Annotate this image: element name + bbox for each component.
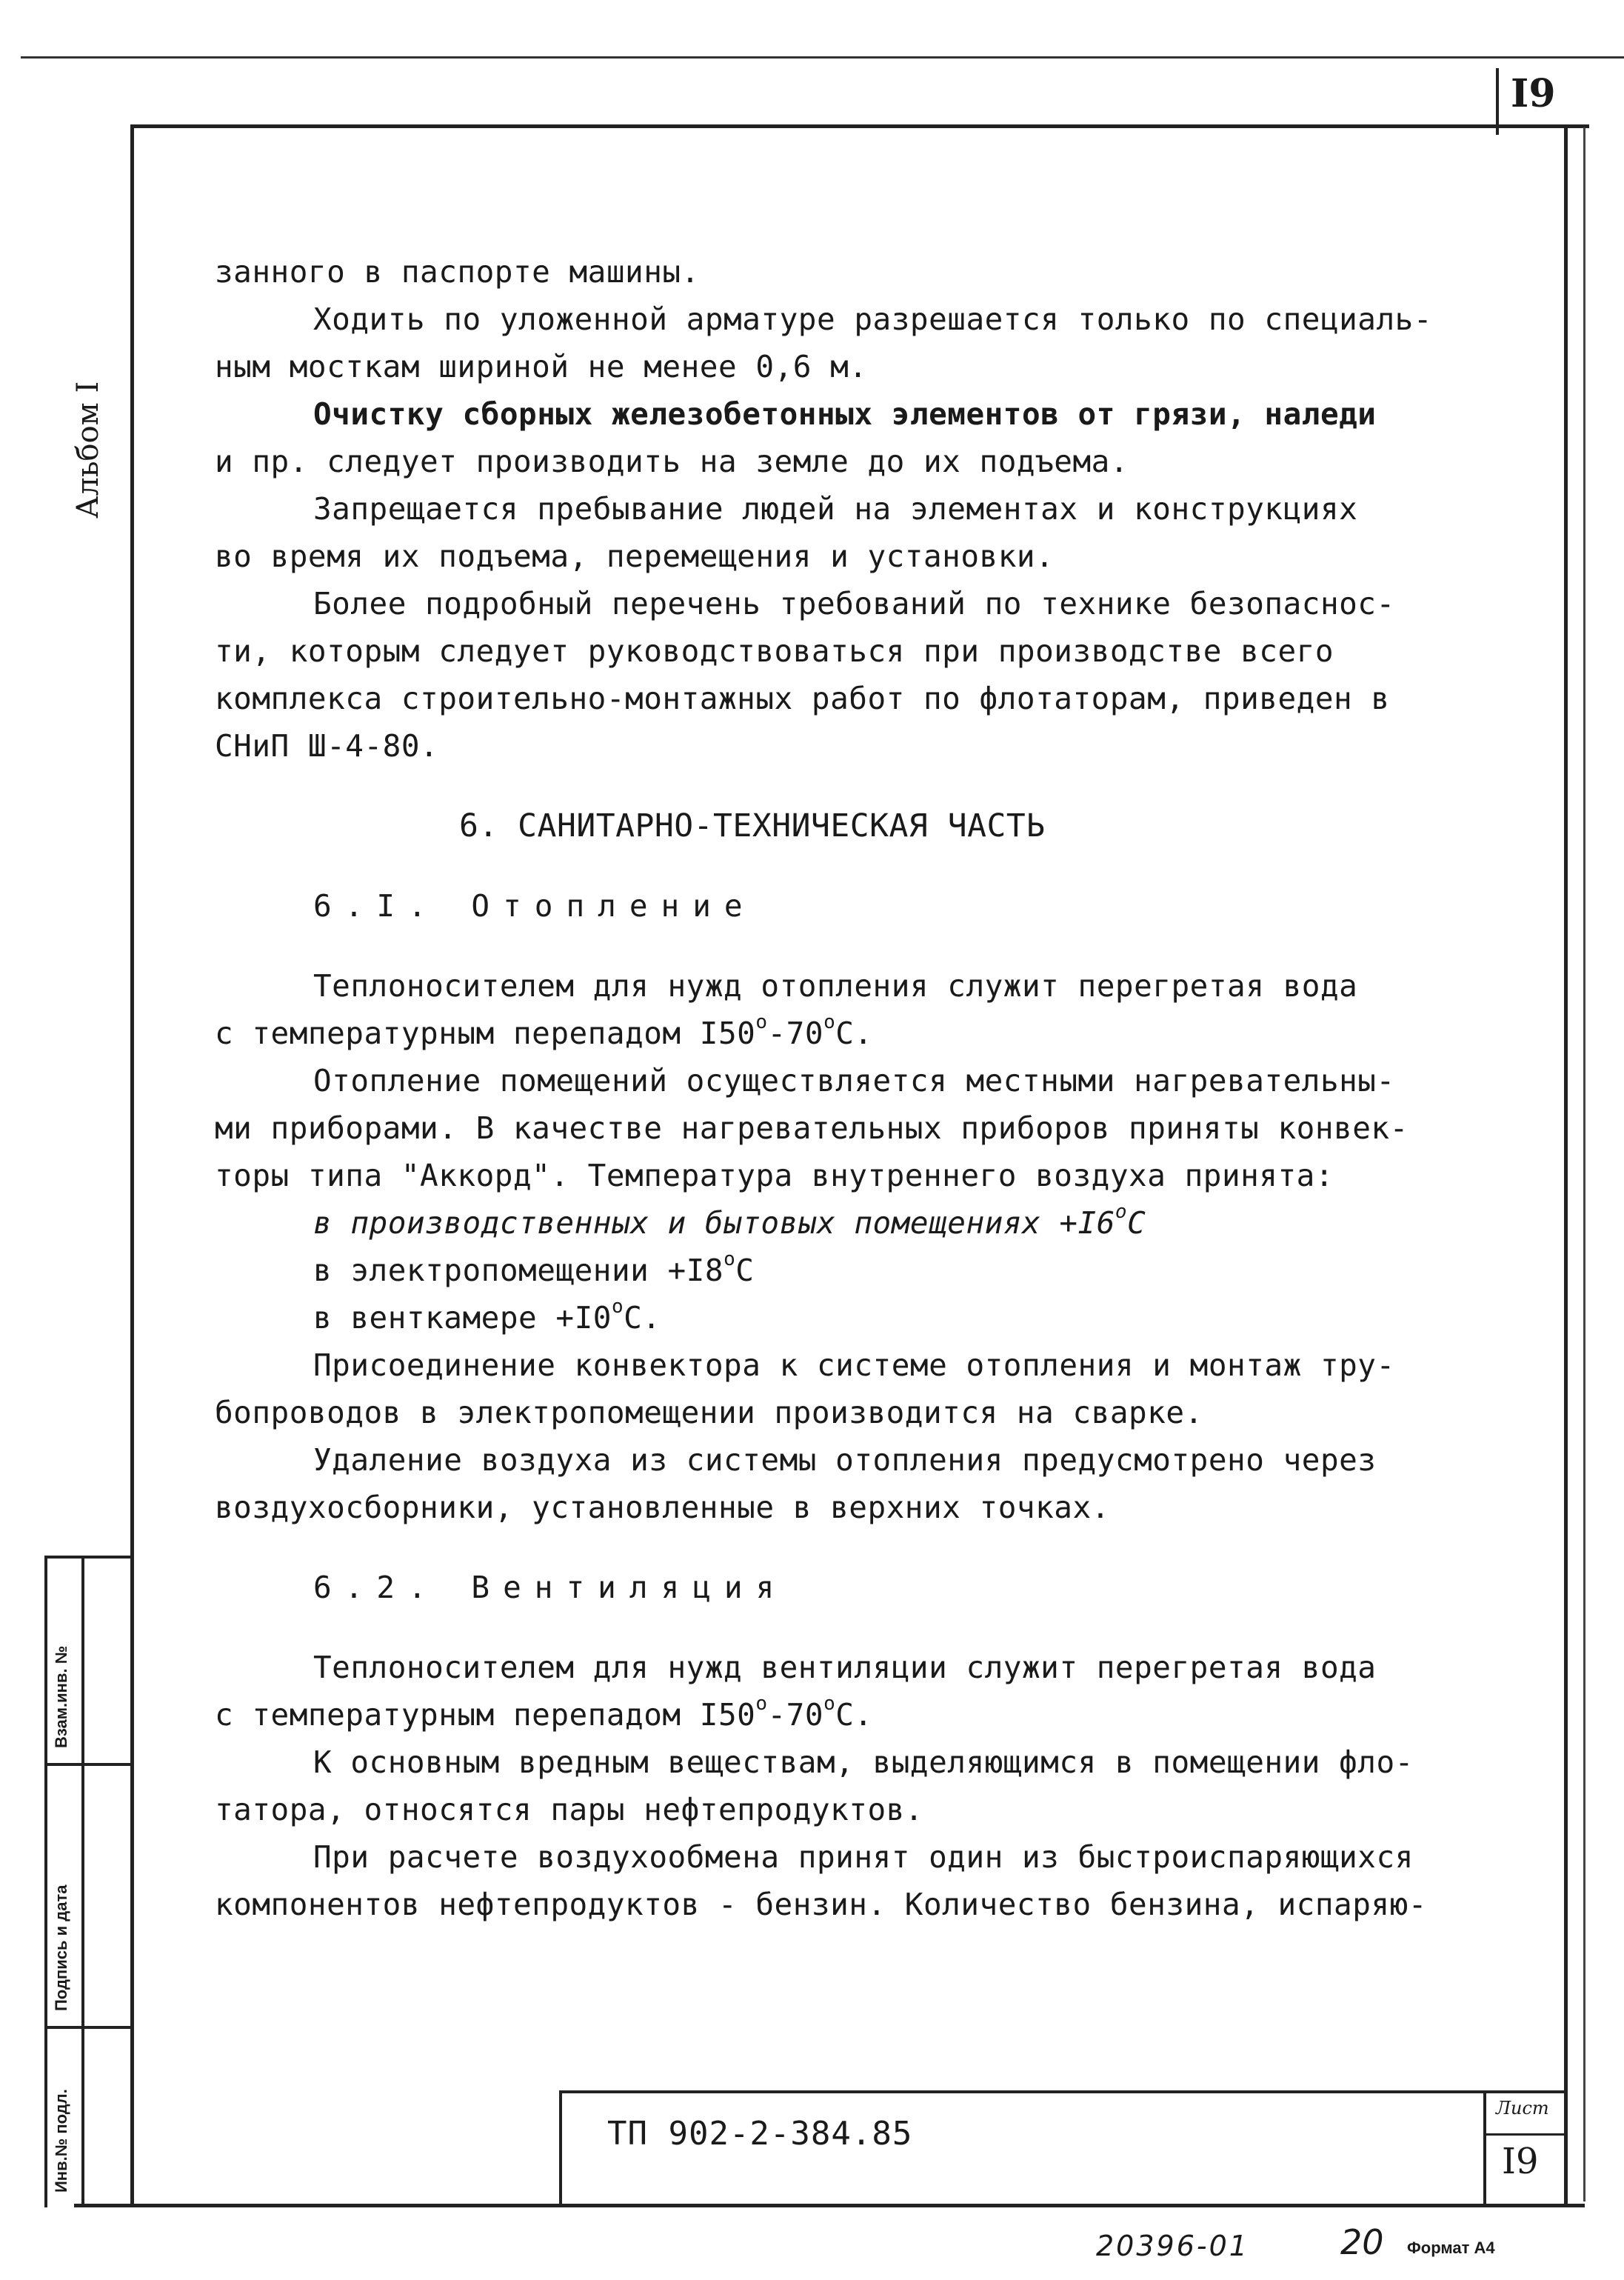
section-title: 6. САНИТАРНО-ТЕХНИЧЕСКАЯ ЧАСТЬ	[459, 807, 1046, 844]
temp-text: с температурным перепадом I50	[215, 1697, 756, 1733]
stamp-rule-2	[44, 2026, 133, 2029]
title-block-left	[559, 2090, 562, 2206]
stamp-divider	[81, 1556, 84, 2207]
text-line: комплекса строительно-монтажных работ по флотаторам, приведен в	[215, 681, 1390, 716]
temp-text: в производственных и бытовых помещениях +I6	[313, 1205, 1115, 1241]
text-line: компонентов нефтепродуктов - бензин. Количество бензина, испаряю-	[215, 1887, 1427, 1922]
text-line: Теплоносителем для нужд отопления служит перегретая вода	[313, 968, 1358, 1004]
top-rule	[21, 56, 1624, 59]
frame-top-border	[130, 124, 1589, 128]
text-line: бопроводов в электропомещении производится на сварке.	[215, 1395, 1203, 1430]
title-block-sheet-divider	[1483, 2133, 1566, 2136]
handwritten-code: 20396-01	[1096, 2230, 1249, 2262]
text-line: Ходить по уложенной арматуре разрешается только по специаль-	[313, 301, 1433, 337]
degree-mark: o	[755, 1693, 768, 1716]
stamp-label-signature-date: Подпись и дата	[52, 1884, 70, 2011]
subsection-title-ventilation: 6.2. Вентиляция	[313, 1570, 788, 1605]
text-line: Присоединение конвектора к системе отопления и монтаж тру-	[313, 1347, 1395, 1383]
text-line: Запрещается пребывание людей на элементах и конструкциях	[313, 491, 1358, 527]
stamp-outer-left	[44, 1556, 47, 2207]
temp-text: C.	[835, 1697, 873, 1733]
text-line	[215, 1691, 1518, 1739]
degree-mark: o	[1115, 1201, 1128, 1224]
text-line: Теплоносителем для нужд вентиляции служит перегретая вода	[313, 1650, 1377, 1685]
temp-text: C	[735, 1253, 755, 1288]
top-page-number: I9	[1511, 71, 1556, 116]
text-line: При расчете воздухообмена принят один из быстроиспаряющихся	[313, 1839, 1414, 1875]
degree-mark: o	[755, 1011, 768, 1034]
temp-text: в венткамере +I0	[313, 1300, 612, 1336]
text-line: Очистку сборных железобетонных элементов от грязи, наледи	[313, 396, 1377, 432]
frame-right-border	[1564, 127, 1568, 2207]
format-label: Формат А4	[1407, 2239, 1495, 2257]
text-line: татора, относятся пары нефтепродуктов.	[215, 1792, 923, 1827]
text-line: занного в паспорте машины.	[215, 254, 700, 290]
text-line: торы типа "Аккорд". Температура внутреннего воздуха принята:	[215, 1158, 1334, 1193]
handwritten-number: 20	[1340, 2222, 1384, 2262]
temp-text: с температурным перепадом I50	[215, 1016, 756, 1051]
text-line: во время их подъема, перемещения и установки.	[215, 539, 1055, 574]
degree-mark: o	[724, 1248, 736, 1271]
text-line: воздухосборники, установленные в верхних точках.	[215, 1490, 1110, 1525]
text-line: и пр. следует производить на земле до их подъема.	[215, 444, 1129, 479]
text-line: ным мосткам шириной не менее 0,6 м.	[215, 349, 868, 384]
title-block-divider	[1483, 2090, 1486, 2206]
text-line: ти, которым следует руководствоваться при производстве всего	[215, 633, 1334, 669]
frame-bottom-border	[74, 2204, 1585, 2207]
temp-text: C.	[624, 1300, 661, 1336]
temp-text: в электропомещении +I8	[313, 1253, 724, 1288]
stamp-rule-1	[44, 1763, 133, 1766]
title-block-top	[559, 2090, 1566, 2093]
degree-mark: o	[611, 1296, 624, 1319]
text-line	[215, 1199, 1518, 1247]
text-line: ми приборами. В качестве нагревательных приборов приняты конвек-	[215, 1110, 1409, 1146]
temp-text: C	[1127, 1205, 1146, 1241]
text-line: Отопление помещений осуществляется местными нагревательны-	[313, 1063, 1395, 1099]
album-label: Альбом I	[71, 381, 105, 519]
stamp-label-replaced-inv: Взам.инв. №	[52, 1645, 70, 1748]
page-body	[215, 248, 1518, 1928]
text-line	[215, 1294, 1518, 1341]
temp-text: C.	[835, 1016, 873, 1051]
text-line: К основным вредным веществам, выделяющимся в помещении фло-	[313, 1744, 1414, 1780]
temp-text: -70	[767, 1016, 824, 1051]
text-line	[215, 1247, 1518, 1294]
frame-left-border	[130, 124, 134, 2206]
degree-mark: o	[823, 1693, 836, 1716]
frame-right-outer-border	[1583, 127, 1585, 2201]
document-code: ТП 902-2-384.85	[607, 2115, 913, 2153]
text-line	[215, 1010, 1518, 1057]
sheet-label: Лист	[1496, 2098, 1549, 2119]
subsection-title-heating: 6.I. Отопление	[313, 888, 756, 924]
degree-mark: o	[823, 1011, 836, 1034]
text-line: СНиП Ш-4-80.	[215, 728, 439, 764]
temp-text: -70	[767, 1697, 824, 1733]
stamp-rule-top	[44, 1556, 133, 1559]
text-line: Более подробный перечень требований по технике безопаснос-	[313, 586, 1395, 621]
sheet-number: I9	[1502, 2141, 1539, 2182]
text-line: Удаление воздуха из системы отопления предусмотрено через	[313, 1442, 1377, 1478]
stamp-label-original-inv: Инв.№ подл.	[52, 2089, 70, 2193]
